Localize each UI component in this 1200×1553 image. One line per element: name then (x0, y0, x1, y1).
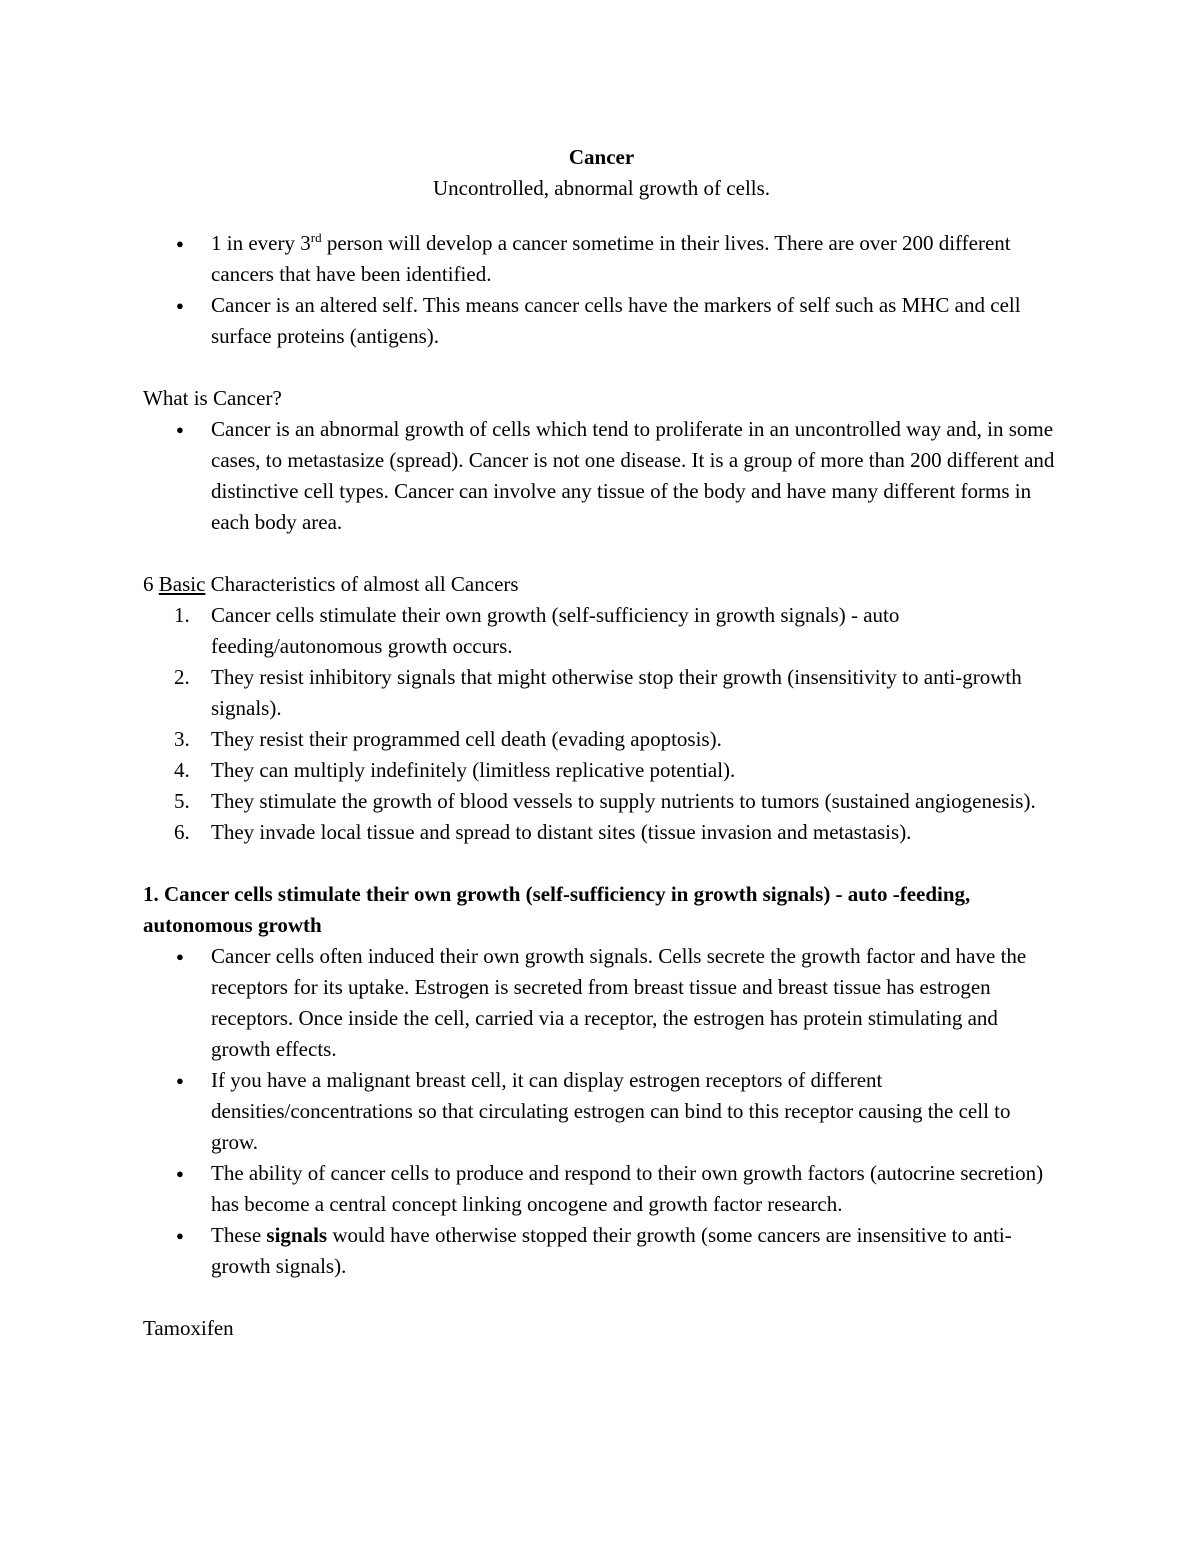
page-title: Cancer (568, 145, 635, 169)
list-item-text: They resist inhibitory signals that might otherwise stop their growth (insensitivity to anti-growth signals). (211, 665, 1022, 720)
intro-bullet-1-post: person will develop a cancer sometime in their lives. There are over 200 different cancers that have been identified. (211, 231, 1011, 286)
intro-bullet-1-pre: 1 in every 3 (211, 231, 311, 255)
what-is-heading: What is Cancer? (143, 386, 282, 410)
list-item (143, 662, 1060, 724)
spacer (143, 352, 1060, 383)
list-item-text: They invade local tissue and spread to distant sites (tissue invasion and metastasis). (211, 820, 912, 844)
intro-bullet-2: Cancer is an altered self. This means cancer cells have the markers of self such as MHC and cell surface proteins (antigens). (211, 293, 1021, 348)
characteristics-heading (143, 569, 1060, 600)
tamoxifen-heading: Tamoxifen (143, 1316, 234, 1340)
list-item-text: They resist their programmed cell death (evading apoptosis). (211, 727, 722, 751)
list-number: 5. (174, 789, 190, 813)
section-1-heading: 1. Cancer cells stimulate their own growth (self-sufficiency in growth signals) - auto -feeding, autonomous growth (143, 882, 971, 937)
list-number: 3. (174, 727, 190, 751)
last-bullet-post: would have otherwise stopped their growth (some cancers are insensitive to anti-growth signals). (211, 1223, 1012, 1278)
list-number: 1. (174, 603, 190, 627)
list-item (143, 414, 1060, 538)
characteristics-numbered-list (143, 600, 1060, 848)
list-item (143, 786, 1060, 817)
list-item (143, 817, 1060, 848)
list-number: 4. (174, 758, 190, 782)
page-subtitle: Uncontrolled, abnormal growth of cells. (432, 176, 771, 200)
section-1-bullet-list (143, 941, 1060, 1282)
intro-bullet-1-sup: rd (310, 230, 322, 245)
spacer (143, 538, 1060, 569)
list-number: 2. (174, 665, 190, 689)
characteristics-heading-pre: 6 (143, 572, 159, 596)
list-item-text: They stimulate the growth of blood vessels to supply nutrients to tumors (sustained angiogenesis). (211, 789, 1036, 813)
what-is-bullet-list (143, 414, 1060, 538)
list-item (143, 941, 1060, 1065)
list-item (143, 755, 1060, 786)
bullet-icon: ● (176, 1228, 184, 1243)
bullet-icon: ● (176, 949, 184, 964)
list-item (143, 1065, 1060, 1158)
bullet-icon: ● (176, 422, 184, 437)
list-number: 6. (174, 820, 190, 844)
list-item (143, 1158, 1060, 1220)
list-item (143, 290, 1060, 352)
spacer (143, 1282, 1060, 1313)
bullet-icon: ● (176, 236, 184, 251)
bullet-icon: ● (176, 298, 184, 313)
list-item-text: Cancer cells often induced their own growth signals. Cells secrete the growth factor and have the receptors for its uptake. Estrogen is secreted from breast tissue and breast tissue has estrogen receptors. Once inside the cell, carried via a receptor, the estrogen has protein stimulating and growth effects. (211, 944, 1027, 1061)
what-is-bullet-text: Cancer is an abnormal growth of cells which tend to proliferate in an uncontrolled way and, in some cases, to metastasize (spread). Cancer is not one disease. It is a group of more than 200 different and distinctive cell types. Cancer can involve any tissue of the body and have many different forms in each body area. (211, 417, 1055, 534)
list-item-text: Cancer cells stimulate their own growth (self-sufficiency in growth signals) - auto feeding/autonomous growth occurs. (211, 603, 900, 658)
last-bullet-bold: signals (266, 1223, 328, 1247)
bullet-icon: ● (176, 1073, 184, 1088)
list-item-text: If you have a malignant breast cell, it can display estrogen receptors of different densities/concentrations so that circulating estrogen can bind to this receptor causing the cell to grow. (211, 1068, 1011, 1154)
intro-bullet-list (143, 228, 1060, 352)
last-bullet-pre: These (211, 1223, 267, 1247)
list-item-text: They can multiply indefinitely (limitless replicative potential). (211, 758, 736, 782)
spacer (143, 848, 1060, 879)
list-item-text: The ability of cancer cells to produce and respond to their own growth factors (autocrine secretion) has become a central concept linking oncogene and growth factor research. (211, 1161, 1044, 1216)
list-item (143, 724, 1060, 755)
bullet-icon: ● (176, 1166, 184, 1181)
list-item (143, 600, 1060, 662)
characteristics-heading-underlined: Basic (158, 572, 206, 596)
characteristics-heading-post: Characteristics of almost all Cancers (205, 572, 519, 596)
list-item (143, 228, 1060, 290)
list-item (143, 1220, 1060, 1282)
